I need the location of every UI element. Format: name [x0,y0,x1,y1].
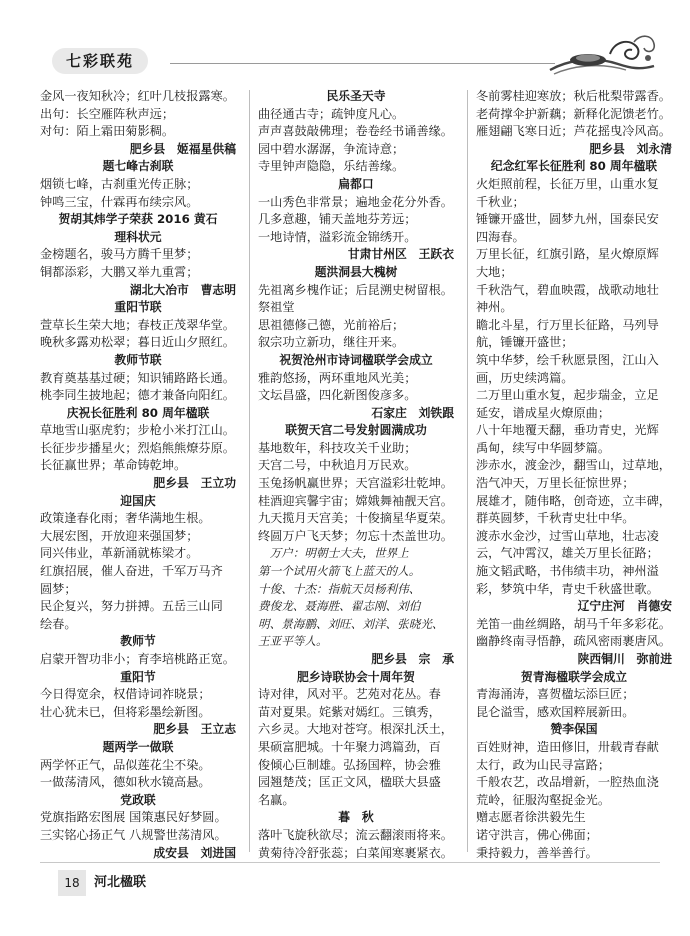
text-line: 天宫二号，中秋追月万民欢。 [258,458,417,473]
text-line: 禹甸，续写中华圆梦篇。 [476,440,611,455]
annotation-line: 费俊龙、聂海胜、翟志刚、刘伯 [258,599,421,614]
text-line: 云，气冲霄汉，雄关万里长征路； [476,546,659,561]
couplet-title: 民乐圣天寺 [326,89,386,103]
couplet-title: 贺青海楹联学会成立 [520,669,628,684]
text-line: 民企复兴，努力拼搏。五岳三山同 [40,599,223,614]
couplet-title: 纪念红军长征胜利 80 周年楹联 [490,159,658,174]
author-byline: 湖北大冶市 曹志明 [129,282,236,297]
text-line: 四海春。 [476,229,525,244]
couplet-title: 祝贺沧州市诗词楹联学会成立 [279,352,433,367]
text-line: 烟锁七峰，古刹重光传正脉； [40,176,199,191]
text-line: 展雄才，随伟略，创奇迹，立丰碑， [476,493,671,508]
couplet-title: 庆祝长征胜利 80 周年楹联 [66,405,210,420]
text-line: 寺里钟声隐隐，乐结善缘。 [258,159,405,174]
text-line: 雅韵悠扬，两环重地风光美； [258,370,417,385]
text-line: 草地雪山驱虎豹；步枪小米打江山。 [40,423,235,438]
text-line: 千般农艺，改品增新，一腔热血浇 [476,775,659,790]
couplet-title: 题洪洞县大槐树 [314,264,398,279]
text-line: 玉兔扬帆赢世界；天宫溢彩壮乾坤。 [258,476,453,491]
column-divider [249,90,250,852]
text-line: 萱草长生荣大地；春枝正茂翠华堂。 [40,317,235,332]
author-byline: 成安县 刘进国 [153,845,236,860]
section-tag: 七彩联苑 [52,48,148,74]
text-line: 雁翅翩飞寒日近；芦花摇曳冷风高。 [476,124,671,139]
page-header [40,30,660,82]
text-line: 金风一夜知秋冷；红叶几枝报露寒。 [40,89,235,103]
couplet-title: 赞李保国 [550,722,598,737]
text-line: 对句：陌上霜田菊影稠。 [40,124,175,139]
couplet-title: 扁都口 [338,176,374,191]
couplet-title: 联贺天宫二号发射圆满成功 [285,423,427,438]
text-line: 诺守洪言，佛心佛面； [476,827,598,842]
text-line: 教育奠基基过硬；知识铺路路长通。 [40,370,235,385]
text-line: 千秋浩气，碧血映霞，战歌动地壮 [476,282,659,297]
text-line: 红旗招展，催人奋进，千军万马齐 [40,564,223,579]
text-line: 长征步步播星火；烈焰熊熊燎芬原。 [40,440,235,455]
couplet-title: 重阳节联 [114,300,162,315]
text-line: 施文韬武略，书伟绩丰功，神州溢 [476,564,659,579]
text-line: 金榜题名，骏马方腾千里梦； [40,247,199,262]
couplet-title: 题两学一做联 [102,739,174,754]
text-line: 秉持毅力，善举善行。 [476,845,598,860]
annotation-line: 第一个试用火箭飞上蓝天的人。 [258,564,421,579]
text-line: 今日得宽余，权借诗词祚晓景； [40,687,211,702]
text-line: 桃李同生披地起；德才兼备向阳红。 [40,388,235,403]
text-line: 一山秀色非常景；遍地金花分外香。 [258,194,453,209]
footer-rule [40,862,660,863]
couplet-title: 教师节联 [114,352,162,367]
text-line: 苗对夏果。姹紫对嫣红。三镇秀， [258,704,441,719]
author-byline: 肥乡县 王立功 [153,476,236,491]
header-rule [170,63,555,64]
text-line: 两学怀正气，品似莲花尘不染。 [40,757,211,772]
text-line: 祭祖堂 [258,300,295,315]
couplet-title: 理科状元 [114,229,162,244]
text-line: 先祖离乡槐作证；后昆溯史树留根。 [258,282,453,297]
annotation-line: 王亚平等人。 [258,634,328,649]
journal-title: 河北楹联 [94,875,147,890]
author-byline: 肥乡县 姬福星供稿 [129,141,236,156]
couplet-title: 党政联 [120,792,156,807]
text-line: 思祖德修己德，光前裕后； [258,317,405,332]
text-line: 曲径通古寺；疏钟度凡心。 [258,106,405,121]
text-line: 落叶飞旋秋欲尽；流云翻滚雨将来。 [258,827,453,842]
text-line: 涉赤水，渡金沙，翻雪山，过草地， [476,458,671,473]
text-line: 太行，政为山民寻富路； [476,757,611,772]
couplet-title: 迎国庆 [120,493,156,508]
text-line: 三实铭心扬正气 八规警世荡清风。 [40,827,227,842]
text-line: 六乡灵。大地对苍穹。根深扎沃土， [258,722,453,737]
text-line: 文坛昌盛，四化新图俊彦多。 [258,388,417,403]
text-line: 青海涌涛，喜贺楹坛添巨匠； [476,687,635,702]
text-line: 同兴伟业，革新涌就栋梁才。 [40,546,199,561]
text-line: 八十年地覆天翻，垂功青史，光辉 [476,423,659,438]
text-line: 幽静终南寻悟静，疏风密雨裹唐风。 [476,634,671,649]
text-line: 神州。 [476,300,513,315]
text-line: 终圆万户飞天梦；勿忘十杰盖世功。 [258,528,453,543]
text-line: 一地诗情，溢彩流金锦绣开。 [258,229,417,244]
text-line: 群英圆梦，千秋青史壮中华。 [476,511,635,526]
text-column-1 [40,88,236,862]
text-line: 俊倾心巨制雄。弘扬国粹，协会雅 [258,757,441,772]
annotation-line: 十俊、十杰：指航天员杨利伟、 [258,581,421,596]
annotation-line: 明、景海鹏、刘旺、刘洋、张晓光、 [258,616,444,631]
text-line: 果硕富肥城。十年聚力鸿篇劲，百 [258,739,441,754]
text-line: 诗对律，风对平。艺苑对花丛。春 [258,687,441,702]
text-line: 千秋业； [476,194,525,209]
text-line: 二万里山重水复，起步瑞金，立足 [476,388,659,403]
text-line: 筑中华梦，绘千秋愿景图，江山入 [476,352,659,367]
text-line: 火炬照前程，长征万里，山重水复 [476,176,659,191]
text-line: 航，锤镰开盛世； [476,335,574,350]
text-line: 名赢。 [258,792,295,807]
text-line: 昆仑溢雪，感欢国粹展新田。 [476,704,635,719]
text-line: 锤镰开盛世，圆梦九州，国泰民安 [476,212,659,227]
text-line: 几多意趣，铺天盖地芬芳远； [258,212,417,227]
author-byline: 肥乡县 王立志 [153,722,236,737]
text-line: 羌笛一曲丝绸路，胡马千年多彩花。 [476,616,671,631]
text-line: 绘春。 [40,616,77,631]
text-column-2 [258,88,454,862]
page-number: 18 [58,870,86,896]
text-line: 赠志愿者徐洪毅先生 [476,810,586,825]
author-byline: 肥乡县 刘永清 [589,141,672,156]
text-line: 延安，谱成星火燎原曲； [476,405,611,420]
text-line: 大展宏图，开放迎来强国梦； [40,528,199,543]
text-column-3 [476,88,672,862]
text-line: 壮心犹未已，但将彩墨绘新图。 [40,704,211,719]
text-line: 桂酒迎宾馨宇宙；嫦娥舞袖靓天宫。 [258,493,453,508]
couplet-title: 肥乡诗联协会十周年贺 [297,669,415,684]
couplet-title: 教师节 [120,634,156,649]
text-line: 圆梦； [40,581,77,596]
text-line: 渡赤水金沙，过雪山草地，壮志凌 [476,528,659,543]
text-line: 彩，梦筑中华，青史千秋盛世歌。 [476,581,659,596]
author-byline: 陕西铜川 弥前进 [577,652,672,666]
text-line: 基地数年，科技攻关千业助； [258,440,417,455]
text-line: 启蒙开智功非小；育李培桃路正宽。 [40,652,235,666]
text-line: 叙宗功立新功，继往开来。 [258,335,405,350]
text-line: 党旗指路宏图展 国策惠民好梦圆。 [40,810,227,825]
text-line: 浩气冲天，万里长征惊世界； [476,476,635,491]
text-line: 冬前雾桂迎寒放；秋后枇梨带露香。 [476,89,671,103]
text-line: 政策逢春化雨；奢华满地生根。 [40,511,211,526]
ink-stone-ornament-icon [548,30,660,82]
text-line: 园翘楚茂；匡正文风，楹联大县盛 [258,775,441,790]
couplet-title: 重阳节 [120,669,156,684]
text-line: 瞻北斗星，行万里长征路，马列导 [476,317,659,332]
author-byline: 石家庄 刘铁跟 [371,405,454,420]
text-line: 出句：长空雁阵秋声远； [40,106,175,121]
text-line: 一做荡清风，德如秋水镜高悬。 [40,775,211,790]
text-line: 钟鸣三宝，什霖再布续宗风。 [40,194,199,209]
text-line: 晚秋多露劝松翠；暮日近山夕照红。 [40,335,235,350]
text-line: 铜都添彩，大鹏又举九重霄； [40,264,199,279]
annotation-line: 万户：明朝士大夫，世界上 [258,546,409,561]
text-line: 黄菊待冷舒张蕊；白菜闻寒裹紧衣。 [258,845,453,860]
text-line: 万里长征，红旗引路，星火燎原辉 [476,247,659,262]
column-divider [467,90,468,852]
couplet-title: 题七峰古刹联 [102,159,174,174]
text-line: 园中碧水潺潺，争流诗意； [258,141,405,156]
text-line: 画，历史续鸿篇。 [476,370,574,385]
author-byline: 辽宁庄河 肖德安 [577,599,672,614]
author-byline: 甘肃甘州区 王跃衣 [347,247,454,262]
text-line: 老荷撑伞护新藕；新释化泥馈老竹。 [476,106,671,121]
couplet-title: 贺胡其炜学子荣获 2016 黄石 [58,212,218,227]
text-line: 荒岭，征服沟壑捉金光。 [476,792,611,807]
author-byline: 肥乡县 宗 承 [371,652,454,666]
text-line: 九天揽月天宫美；十俊摘星华夏荣。 [258,511,453,526]
text-line: 长征赢世界；革命铸乾坤。 [40,458,187,473]
text-line: 百姓财神，造田修旧，卅载青春献 [476,739,659,754]
text-line: 声声喜鼓敲佛理；卷卷经书诵善缘。 [258,124,453,139]
text-line: 大地； [476,264,513,279]
couplet-title: 暮 秋 [338,810,374,825]
